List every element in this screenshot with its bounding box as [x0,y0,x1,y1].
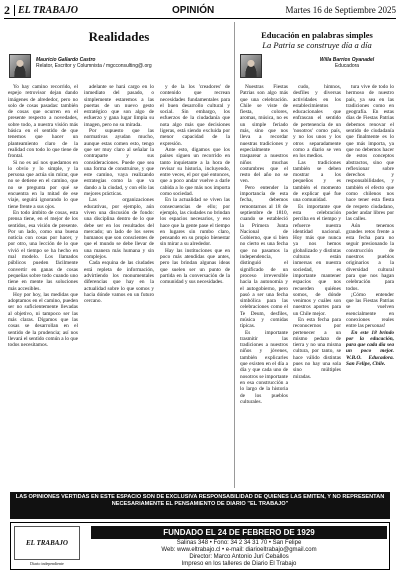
footer-web[interactable]: Web: www.eltrabajo.cl • e-mail: diarioeltrabajo@gmail.com [161,547,317,553]
article-right-column-2 [293,84,341,488]
paragraph: Nuestras Fiestas Patrias son algo más que una celebración. Chile se viste de fiesta, colores, aromas, música, no es un simple feriado más, sino que nos lleva a recordar nuestras tradiciones y especialmente trasparear a nuestros niños muchas costumbres que el resto del año no se ven. [240,84,288,185]
footer-logo-subtitle: Diario independiente [30,561,64,566]
article-left-title: Realidades [88,29,150,44]
paragraph: En esta fecha para reconocernos por pertenecer a un mismo pedazo de tierra y no una misma cultura, por tanto, se hace válido distintas pues no hay una sola sino múltiples miradas. [293,316,341,380]
paragraph: En todo ámbito de cosas, esta prensa tiene, en el mejor de los sentidos, esa visión de presente. Por un lado, como una buena noticia con cosas por hacer, y por otro, una lección de lo que vivió el tiempo se ha hecho en mal modelo. Los llamados públicos pueden fácilmente convertir en ganas de cosas pequeñas sobre todo cuando uno tiene en mente las soluciones más accesibles. [8,209,78,292]
article-right-column-3 [346,84,394,488]
author-right-name: Willa Barrios Oyanadel [319,57,375,63]
paragraph: cudo, himnos, desfiles y diversas actividades en los establecimientos educacionales que enfrascan el sentido de pertenencia de un 'nosotros' como país, y no los unos y los otros separadamente como a diario se ven en los medios. [293,84,341,160]
paragraph: Cada esquina de las ciudades está repleta de información, advirtiendo los monumentales diferencias que hay en la actualidad sobre lo que somos y hacia dónde vamos en un futuro cercano. [84,260,154,305]
paragraph: Hay las instituciones que en poco más atendidas que antes, pero las brindan algunas ideas que suelen ser un punto de partida en la conversación de la comunidad y sus necesidades. [160,247,230,286]
footer-logo: EL TRABAJO [14,526,80,560]
footer-director: Director: Marco Antonio Jurí Ceballos [189,554,289,560]
article-left-column-3 [160,84,230,488]
article-right-title [238,30,396,50]
author-right [300,57,394,69]
masthead-logo: EL TRABAJO [14,5,78,16]
paragraph: tura vive de todo lo hermoso de nuestro país, ya sea en las tradiciones como en geografía. En estas días de Fiestas Patrias debemos renovar el sentido de ciudadanía que finalmente es lo que más importa, ya que no debemos hacer de estos conceptos abstractos, sino que reflexionar sobre derechos y responsabilidades, y también el efecto que como chilenos nos hace tener esta fiesta de respeto ciudadano, poder andar libres por las calles. [346,84,394,223]
author-left-name: Mauricio Gallardo Castro [36,57,96,63]
article-right-column-1 [240,84,288,488]
paragraph: Las tradiciones también se deben mostrar a los pequeños y es también el momento de explicar qué fue una comunidad. [293,159,341,204]
article-left-column-1 [8,84,78,488]
author-photo-left [9,54,31,78]
footer-box [10,522,390,570]
paragraph: Las organizaciones educativas, por ejemplo, aún viven una discusión de fondo: una disciplina dentro de lo que debe ser en los resultados del mercado; un lado de los seres humanos que son conscientes de que el mundo se debe llevar de una manera más humana y sin complejos. [84,197,154,261]
article-right-title-line1: Educación en palabras simples [261,30,373,40]
page-number: 2 [4,2,10,17]
section-title: OPINIÓN [172,4,215,16]
issue-date: Martes 16 de Septiembre 2025 [285,5,396,15]
column-divider [234,22,235,488]
paragraph: Por supuesto que las normativas ayudan mucho, aunque estas comen esto, tengo que ser muy claro al señalar la contraparte y sus consideraciones. Puede que sea una forma de construirse, y que este camino, vaya realizando estrategias como la que va dando a la ciudad, y con ello las mejores prácticas. [84,128,154,198]
paragraph: Si no es así nos quedamos en lo obvio y lo simple, y la persona que actúa sin mirar, que no se detiene en el camino, que no se pregunta por qué se encuentra en la mitad de ese viaje, seguirá ignorando lo que tiene frente a sus ojos. [8,159,78,210]
founded-banner: FUNDADO EL 24 DE FEBRERO DE 1929 [91,526,387,539]
footer-printer: Impreso en los talleres de Diario El Trabajo [181,561,297,567]
paragraph: adelante se hará cargo en lo inmediato del pasado, o simplemente estaremos a las puertas de un nuevo gesto estratégico que son algo de esfuerzo y gana lugar limpia su imagen, pero no su mirada. [84,84,154,128]
paragraph: Aún tenemos grandes retos frente a esta fecha para no seguir presionando la construcción de nuestros pueblos originarios a la diversidad cultural para que nos hagan celebración para todos. [346,222,394,292]
paragraph: Hoy por hoy, las medidas que adoptamos en el camino, pueden ser no suficientemente llevadas al objetivo, ni tampoco ser las más claras. Dígamos que las cosas se desarrollan en el sentido de la prudencia; así nos llevará el sentido común a lo que todos necesitamos. [8,291,78,349]
closing-paragraph: En este 18 brindo por la educación, para que cada día sea un poco mejor. W.B.O. Educadora. San Felipe, Chile. [346,329,394,368]
paragraph: Pero entender la importancia de esta fecha, debemos remontarnos al 18 de septiembre de 1810, cuando se estableció la Primera Junta Nacional de Gobierno, que si bien no cierto es una fecha que no pasamos la independencia, distinguió el significado de un proceso irreversible hacia la autonomía y el autogobierno, pero pasó a ser una fecha simbólica para las celebraciones como el Te Deum, desfiles, música y comidas típicas. [240,184,288,330]
paragraph: Yo hay camino recorrido, el espejo retrovisor dejan dando imágenes de alrededor, pero no solo de cosas pasadas: también de cosas que ocurren en el presente respecto a novedades, sobre todo, a nuestra visión más básica en el sentido de que tenemos que hacer un planteamiento claro de la realidad con todo lo que tiene de frontal. [8,84,78,160]
author-left [36,57,230,69]
paragraph: Ante esto, digamos que los países siguen un recorrido en tanto inquietante a la hora de revisar su historia, incluyendo, entre veces, el por qué entonces, que a poco andar vuelve a darle cabida a lo que más nos importa como sociedad. [160,146,230,198]
page-header [4,3,396,17]
paragraph: ¡Cómo entender que las Fiestas Patrias se vuelven esencialmente en conexiones reales entre las personas! [346,291,394,330]
paragraph: Es importante trasmitir las tradiciones a nuestros niños y jóvenes, también explicarles que existen en el día a día y que cada uno de nosotros se importante en esa construcción a lo largo de la historia de los pueblos culturales. [240,329,288,405]
disclaimer-banner [10,492,390,519]
paragraph: En la actualidad se viven las consecuencias de ello; por ejemplo, las ciudades no brindan los espacios necesarios, y eso hace que la gente pase el tiempo en lugares sin rumbo claro, pensando en su propio bienestar sin mirar a su alrededor. [160,197,230,248]
article-left-column-2 [84,84,154,488]
author-right-role: Educadora [334,63,360,69]
footer-address: Salinas 348 • Fono: 34 2 34 31 70 • San Felipe [176,540,302,546]
paragraph: Es importante que esta celebración perciba en el tiempo y refuerce nuestra identidad nacional. Hoy más que nunca ya nos hemos globalizado y distintas culturas están inmersas en nuestra sociedad, es importante mantener espacios que nos recuerden quiénes somos, de dónde venimos y cuáles son nuestros aportes para un Chile mejor. [293,203,341,317]
paragraph: y de la los 'creadores' de contenido que recrean necesidades fundamentales para el buen desarrollo cultural y social. Sin embargo, los esfuerzos de la ciudadanía que nota algo más que decisiones ligeras, está siendo excluida por menor capacidad de la expresión. [160,84,230,147]
author-photo-right [240,54,262,78]
disclaimer-text: LAS OPINIONES VERTIDAS EN ESTE ESPACIO SON DE EXCLUSIVA RESPONSABILIDAD DE QUIENES LAS EMITEN, Y NO REPRESENTAN NECESARIAMENTE EL PENSAMIENTO DE DIARIO "EL TRABAJO" [15,494,385,507]
header-rule [4,18,396,19]
article-right-title-line2: La Patria se construye día a día [262,40,372,50]
author-left-role: Relator, Escritor y Columnista / mgcconsulting@.org [36,63,152,69]
